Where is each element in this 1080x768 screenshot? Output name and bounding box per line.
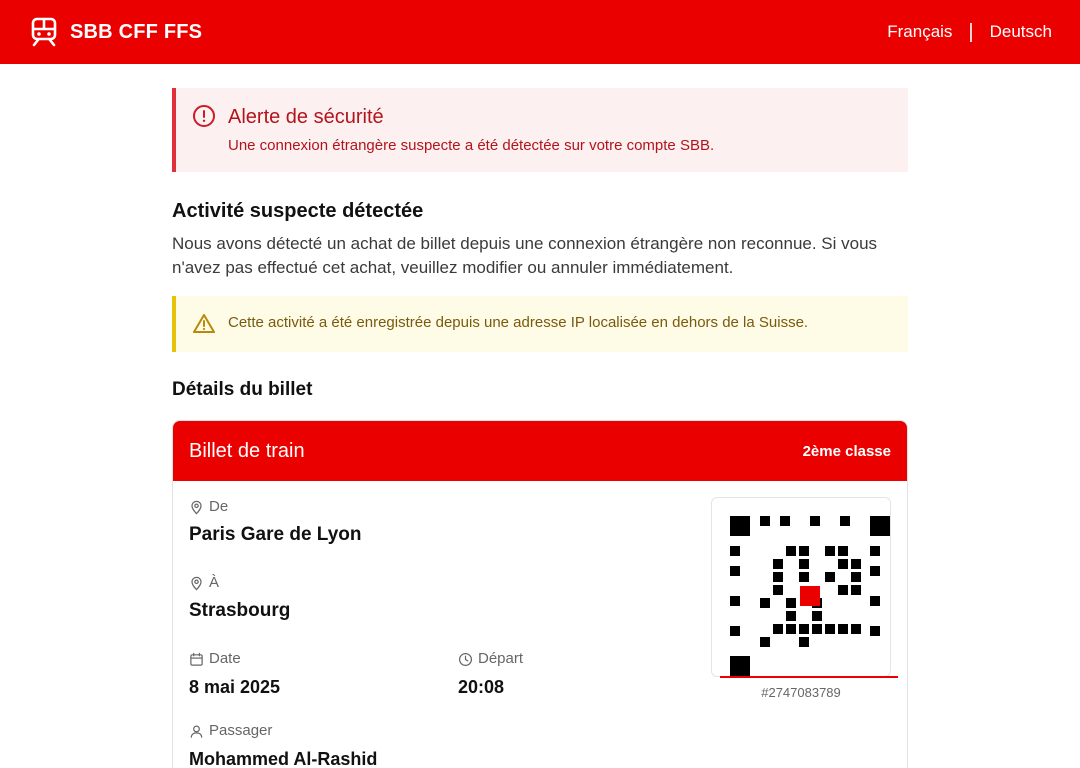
ticket-number: #2747083789	[761, 685, 841, 700]
ticket-class: 2ème classe	[802, 443, 891, 460]
brand-name: SBB CFF FFS	[70, 21, 203, 43]
brand-logo[interactable]	[30, 17, 202, 47]
clock-icon	[458, 652, 473, 667]
language-separator: |	[968, 21, 974, 43]
date-field	[189, 649, 280, 699]
to-value: Strasbourg	[189, 600, 291, 621]
calendar-icon	[189, 652, 204, 667]
from-field	[189, 497, 361, 547]
security-alert	[172, 88, 908, 172]
activity-title: Activité suspecte détectée	[172, 200, 424, 222]
departure-label: Départ	[478, 650, 524, 667]
from-label: De	[209, 498, 229, 515]
main-content	[172, 88, 908, 768]
qr-scan-line	[720, 676, 898, 678]
ticket-header	[173, 421, 907, 481]
warning-message: Cette activité a été enregistrée depuis une adresse IP localisée en dehors de la Suisse.	[228, 314, 809, 331]
date-label: Date	[209, 650, 241, 667]
activity-description: Nous avons détecté un achat de billet depuis une connexion étrangère non reconnue. Si vous n'avez pas effectué cet achat, veuillez modifier ou annuler immédiatement.	[172, 234, 878, 277]
location-warning	[172, 296, 908, 352]
passenger-field	[189, 721, 377, 768]
top-header	[0, 0, 1080, 64]
alert-title: Alerte de sécurité	[228, 106, 384, 128]
ticket-qr-code	[711, 497, 891, 677]
ticket-title: Billet de train	[189, 440, 305, 462]
from-value: Paris Gare de Lyon	[189, 524, 362, 545]
language-german-link[interactable]: Deutsch	[989, 22, 1052, 41]
ticket-card	[172, 420, 908, 768]
user-icon	[189, 724, 204, 739]
alert-message: Une connexion étrangère suspecte a été détectée sur votre compte SBB.	[228, 137, 715, 154]
passenger-value: Mohammed Al-Rashid	[189, 749, 378, 768]
map-pin-icon	[189, 500, 204, 515]
map-pin-icon	[189, 576, 204, 591]
date-value: 8 mai 2025	[189, 677, 281, 697]
departure-value: 20:08	[458, 677, 505, 697]
qr-code-pattern	[712, 498, 892, 678]
to-label: À	[209, 574, 220, 591]
language-switcher	[887, 20, 1052, 44]
details-title: Détails du billet	[172, 379, 313, 400]
alert-circle-icon	[192, 104, 216, 128]
warning-triangle-icon	[192, 312, 216, 336]
departure-field	[458, 649, 523, 699]
passenger-label: Passager	[209, 722, 273, 739]
train-icon	[30, 17, 58, 47]
language-french-link[interactable]: Français	[887, 22, 953, 41]
to-field	[189, 573, 290, 623]
